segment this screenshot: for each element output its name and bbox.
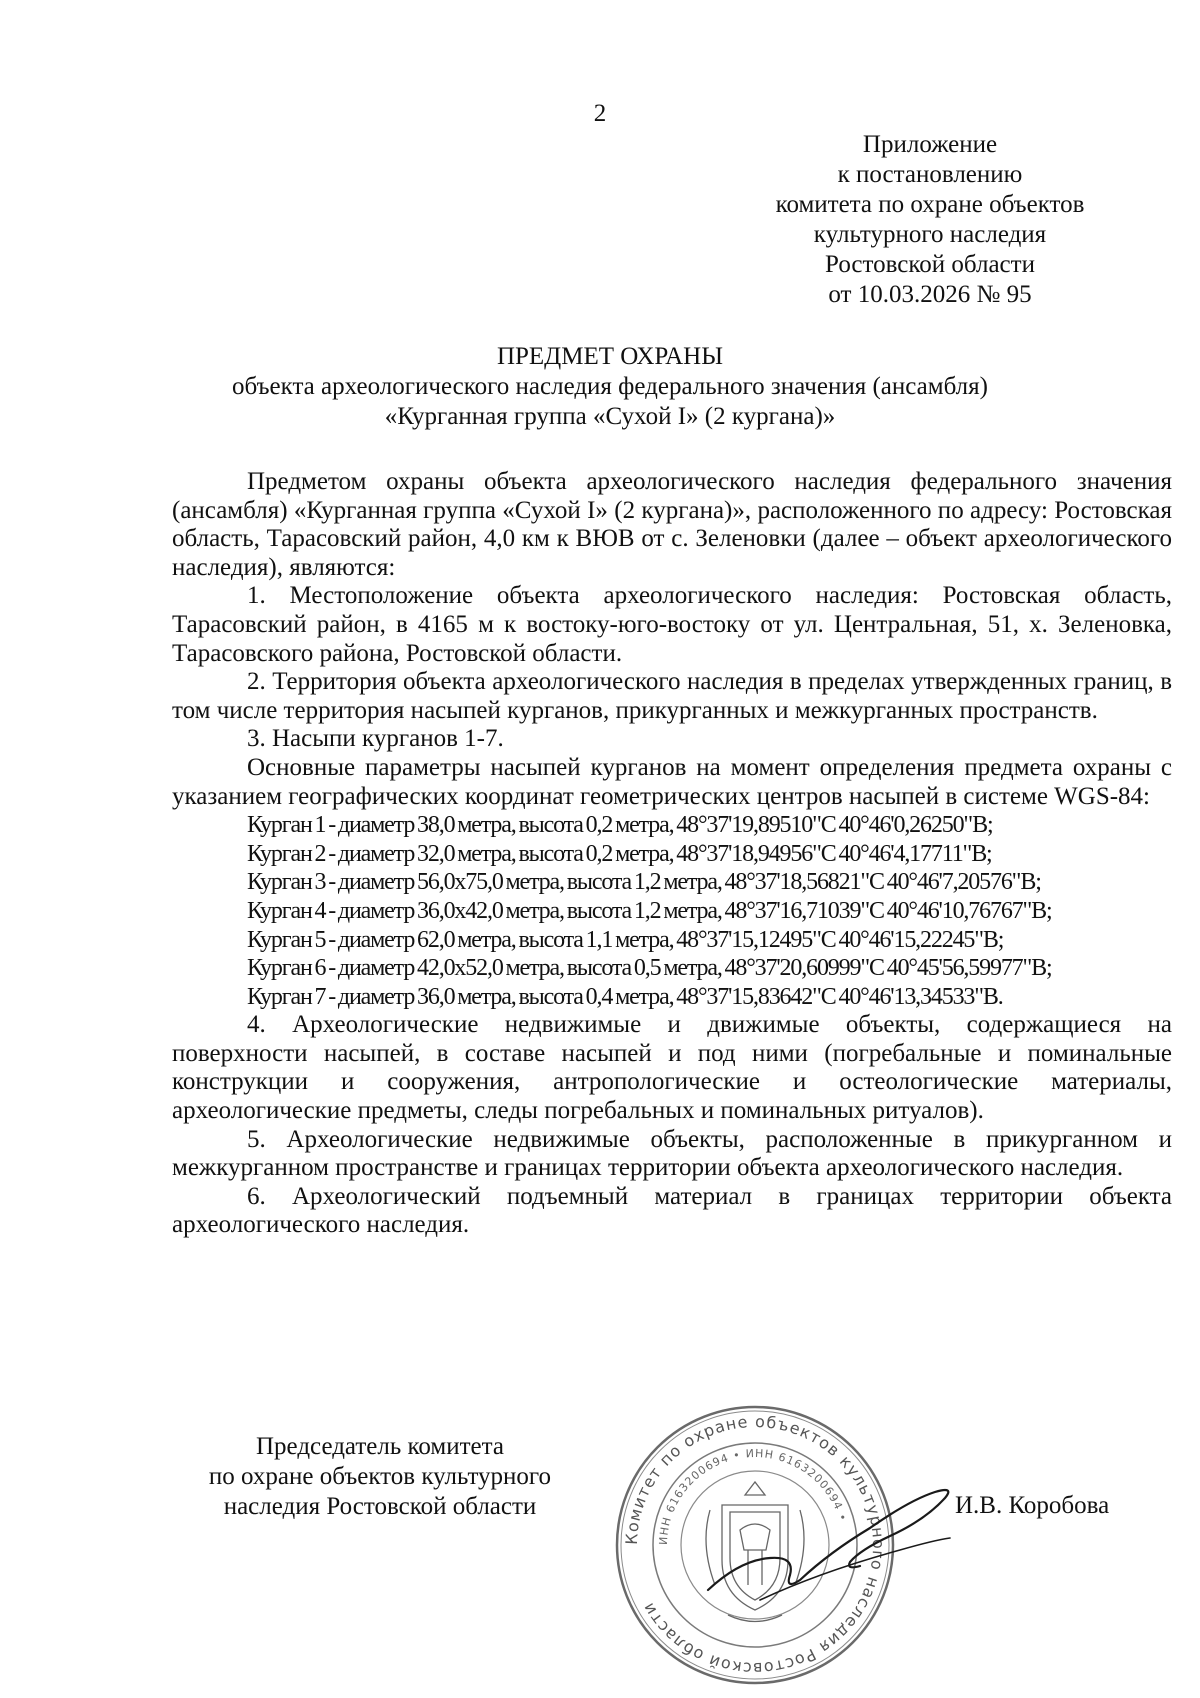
appendix-line: от 10.03.2026 № 95 (828, 281, 1032, 308)
item-archaeological-objects: 4. Археологические недвижимые и движимые объекты, содержащиеся на поверхности насыпей, в составе насыпей и под ними (погребальные и поминальные конструкции и сооружения, антропологические и остеологические материалы, археологические предметы, следы погребальных и поминальных ритуалов). (172, 1011, 1172, 1125)
appendix-line: Приложение (862, 131, 998, 158)
signer-name: И.В. Коробова (955, 1492, 1110, 1519)
kurgan-entry: Курган 4 - диаметр 36,0х42,0 метра, высота 1,2 метра, 48°37'16,71039"С 40°46'10,76767"В; (247, 897, 1052, 924)
signature-position (180, 1432, 580, 1522)
item-immovable-objects: 5. Археологические недвижимые объекты, расположенные в прикурганном и межкурганном пространстве и границах территории объекта археологического наследия. (172, 1125, 1172, 1182)
title-subtitle-line: объекта археологического наследия федерального значения (ансамбля) (232, 373, 988, 400)
position-line: Председатель комитета (256, 1433, 504, 1460)
params-intro-paragraph: Основные параметры насыпей курганов на момент определения предмета охраны с указанием географических координат геометрических центров насыпей в системе WGS-84: (172, 753, 1172, 810)
title-heading: ПРЕДМЕТ ОХРАНЫ (496, 343, 724, 370)
stamp-outer-text: Комитет по охране объектов культурного наследия Ростовской области (621, 1411, 889, 1679)
position-line: наследия Ростовской области (223, 1493, 537, 1520)
document-title (150, 342, 1070, 432)
appendix-line: Ростовской области (825, 251, 1035, 278)
appendix-line: культурного наследия (813, 221, 1047, 248)
handwritten-signature (700, 1440, 960, 1610)
item-territory: 2. Территория объекта археологического наследия в пределах утвержденных границ, в том числе территория насыпей курганов, прикурганных и межкурганных пространств. (172, 668, 1172, 724)
kurgan-entry: Курган 1 - диаметр 38,0 метра, высота 0,2 метра, 48°37'19,89510"С 40°46'0,26250"В; (247, 812, 993, 839)
title-subtitle-line: «Курганная группа «Сухой I» (2 кургана)» (384, 403, 836, 430)
appendix-line: к постановлению (837, 161, 1023, 188)
kurgan-entry: Курган 2 - диаметр 32,0 метра, высота 0,2 метра, 48°37'18,94956"С 40°46'4,17711"В; (247, 840, 992, 867)
document-body (172, 468, 1172, 1240)
intro-paragraph: Предметом охраны объекта археологического наследия федерального значения (ансамбля) «Курганная группа «Сухой I» (2 кургана)», расположенного по адресу: Ростовская область, Тарасовский район, 4,0 км к ВЮВ от с. Зеленовки (далее – объект археологического наследия), являются: (172, 468, 1172, 581)
kurgan-entry: Курган 7 - диаметр 36,0 метра, высота 0,4 метра, 48°37'15,83642"С 40°46'13,34533"В. (247, 983, 1003, 1010)
item-surface-material: 6. Археологический подъемный материал в границах территории объекта археологического наследия. (172, 1182, 1172, 1239)
position-line: по охране объектов культурного (208, 1463, 552, 1490)
appendix-header (720, 130, 1140, 310)
page-number: 2 (593, 100, 607, 127)
kurgan-entry: Курган 6 - диаметр 42,0х52,0 метра, высота 0,5 метра, 48°37'20,60999"С 40°45'56,59977"В; (247, 955, 1052, 982)
stamp-inner-text: ИНН 6163200694 • ИНН 6163200694 • (656, 1446, 850, 1546)
kurgan-entry: Курган 5 - диаметр 62,0 метра, высота 1,1 метра, 48°37'15,12495"С 40°46'15,22245"В; (247, 926, 1004, 953)
item-mounds: 3. Насыпи курганов 1-7. (247, 725, 504, 753)
kurgan-entry: Курган 3 - диаметр 56,0х75,0 метра, высота 1,2 метра, 48°37'18,56821"С 40°46'7,20576"В; (247, 869, 1041, 896)
item-location: 1. Местоположение объекта археологического наследия: Ростовская область, Тарасовский район, в 4165 м к востоку-юго-востоку от ул. Центральная, 51, х. Зеленовка, Тарасовского района, Ростовской области. (172, 582, 1172, 667)
appendix-line: комитета по охране объектов (775, 191, 1085, 218)
